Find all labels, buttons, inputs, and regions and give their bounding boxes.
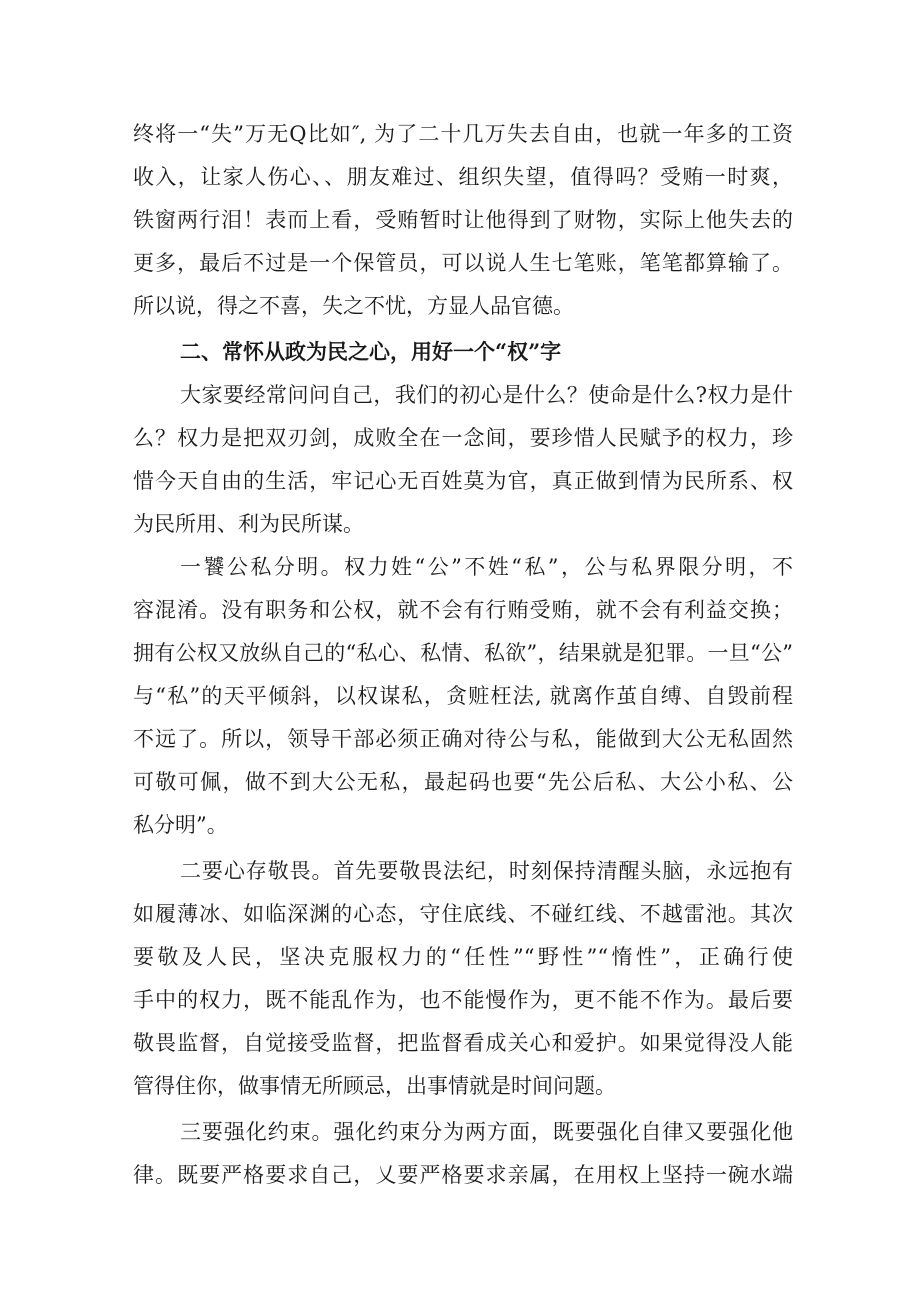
text-line: 么？权力是把双刃剑，成败全在一念间，要珍惜人民赋予的权力，珍	[133, 426, 793, 450]
text-line: 终将一“失”万无Q比如″, 为了二十几万失去自由，也就一年多的工资	[133, 122, 793, 146]
text-line: 惜今天自由的生活，牢记心无百姓莫为官，真正做到情为民所系、权	[133, 469, 793, 493]
section-heading: 二、常怀从政为民之心，用好一个“权”字	[180, 339, 562, 364]
text-line: 如履薄冰、如临深渊的心态，守住底线、不碰红线、不越雷池。其次	[133, 902, 793, 926]
text-line: 要敬及人民，坚决克服权力的“任性”“野性”“惰性”，正确行使	[133, 945, 793, 969]
text-line: 手中的权力，既不能乱作为，也不能慢作为，更不能不作为。最后要	[133, 988, 793, 1012]
text-line: 一饕公私分明。权力姓“公”不姓“私”，公与私界限分明，不	[180, 555, 793, 579]
text-line: 可敬可佩，做不到大公无私，最起码也要“先公后私、大公小私、公	[133, 770, 793, 794]
text-line: 律。既要严格要求自己，乂要严格要求亲属，在用权上坚持一碗水端	[133, 1163, 793, 1187]
text-line: 二要心存敬畏。首先要敬畏法纪，时刻保持清醒头脑，永远抱有	[180, 859, 793, 883]
text-line: 与“私”的天平倾斜，以权谋私，贪赃枉法, 就离作茧自缚、自毁前程	[133, 684, 793, 708]
text-line: 管得住你，做事情无所顾忌，出事情就是时间问题。	[133, 1074, 616, 1098]
text-line: 收入，让家人伤心、、朋友难过、组织失望，值得吗？受贿一时爽，	[133, 165, 793, 189]
text-line: 不远了。所以，领导干部必须正确对待公与私，能做到大公无私固然	[133, 727, 793, 751]
text-line: 容混淆。没有职务和公权，就不会有行贿受贿，就不会有利益交换；	[133, 598, 793, 622]
text-line: 拥有公权又放纵自己的“私心、私情、私欲”，结果就是犯罪。一旦“公”	[133, 641, 793, 665]
text-line: 大家要经常问问自己，我们的初心是什么？使命是什么?权力是什	[180, 383, 793, 407]
text-line: 所以说，得之不喜，失之不忧，方显人品官德。	[133, 294, 574, 318]
text-line: 三要强化约束。强化约束分为两方面，既要强化自律又要强化他	[180, 1120, 793, 1144]
text-line: 敬畏监督，自觉接受监督，把监督看成关心和爱护。如果觉得没人能	[133, 1031, 793, 1055]
text-line: 更多，最后不过是一个保管员，可以说人生七笔账，笔笔都算输了。	[133, 251, 793, 275]
text-line: 铁窗两行泪！表而上看，受贿暂时让他得到了财物，实际上他失去的	[133, 208, 793, 232]
text-line: 私分明”。	[133, 813, 228, 837]
text-line: 为民所用、利为民所谋。	[133, 512, 364, 536]
